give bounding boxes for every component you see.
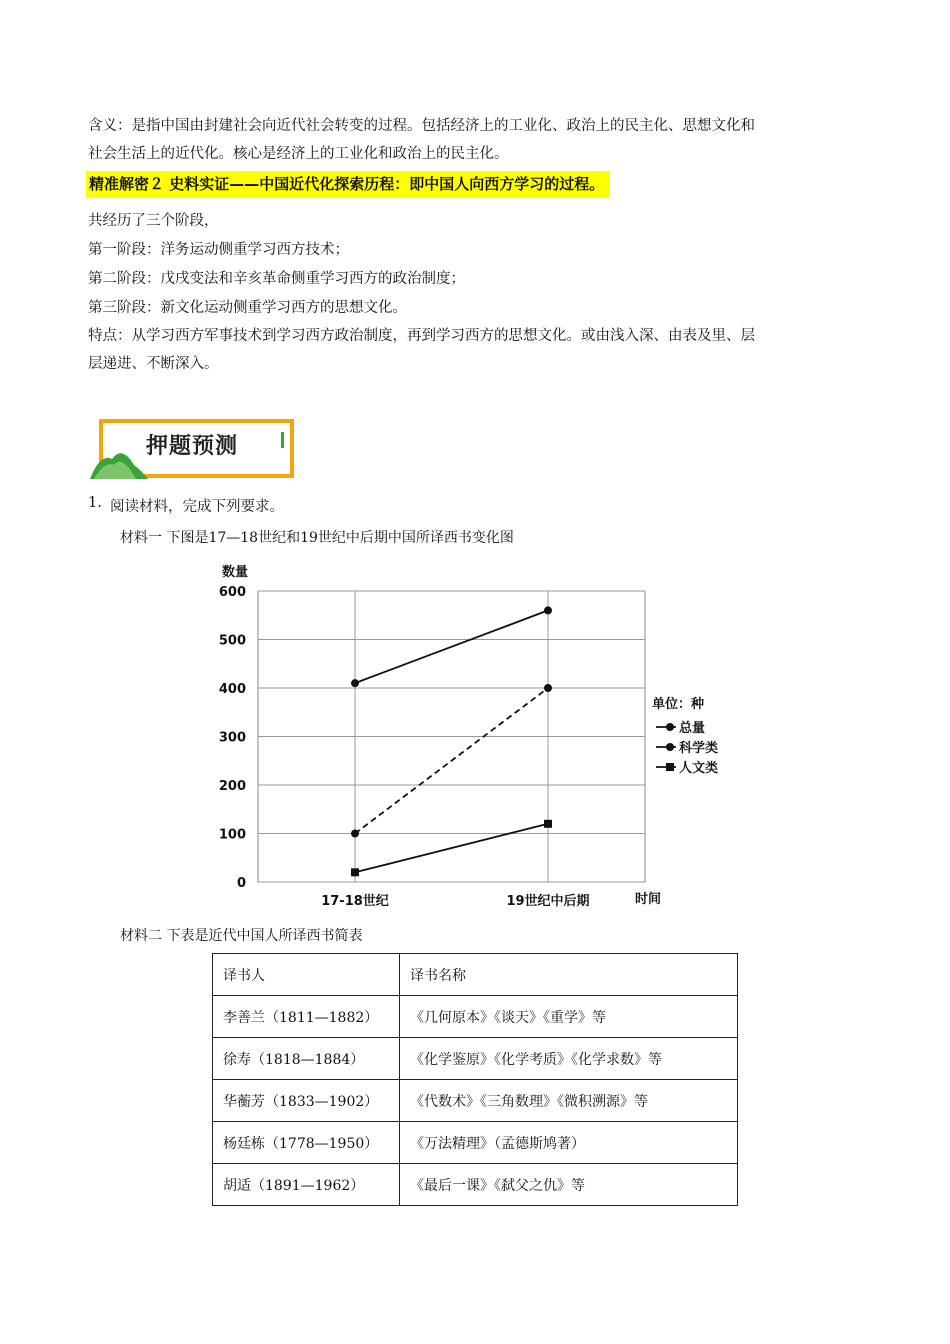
table-cell: 《代数术》《三角数理》《微积溯源》等 (400, 1080, 738, 1122)
legend-label: 人文类 (679, 761, 719, 776)
table-cell: 《几何原本》《谈天》《重学》等 (400, 996, 738, 1038)
stage-2: 第二阶段：戊戌变法和辛亥革命侧重学习西方的政治制度； (88, 271, 465, 287)
series-point (544, 820, 552, 828)
x-tick-label: 17-18世纪 (321, 894, 389, 909)
table-cell: 杨廷栋（1778—1950） (213, 1122, 400, 1164)
legend-swatch-marker (666, 763, 674, 771)
definition-line-2: 社会生活上的近代化。核心是经济上的工业化和政治上的民主化。 (88, 146, 509, 162)
legend-swatch-marker (666, 723, 674, 731)
y-tick-label: 0 (236, 876, 246, 891)
table-header-cell: 译书名称 (400, 954, 738, 996)
series-line-1 (355, 688, 548, 834)
table-row (213, 1122, 738, 1164)
x-axis-label: 时间 (635, 892, 662, 907)
y-axis-label: 数量 (222, 565, 249, 580)
material-1-caption: 材料一 下图是17—18世纪和19世纪中后期中国所译西书变化图 (120, 530, 514, 546)
series-point (351, 868, 359, 876)
legend-label: 科学类 (679, 741, 719, 756)
stage-3: 第三阶段：新文化运动侧重学习西方的思想文化。 (88, 300, 407, 316)
table-cell: 徐寿（1818—1884） (213, 1038, 400, 1080)
translated-books-chart (210, 555, 750, 915)
stages-intro: 共经历了三个阶段， (88, 213, 219, 229)
y-tick-label: 200 (218, 779, 246, 794)
legend-label: 总量 (679, 721, 706, 736)
table-cell: 《最后一课》《弑父之仇》等 (400, 1164, 738, 1206)
material-2-caption: 材料二 下表是近代中国人所译西书简表 (120, 928, 363, 944)
series-point (351, 679, 359, 687)
feature-line-2: 层递进、不断深入。 (88, 356, 219, 372)
series-point (544, 684, 552, 692)
question-number: 1. (88, 495, 102, 511)
question-prompt: 阅读材料，完成下列要求。 (110, 499, 284, 515)
table-row (213, 1080, 738, 1122)
y-tick-label: 600 (218, 585, 246, 600)
y-tick-label: 100 (218, 827, 246, 843)
table-row (213, 1038, 738, 1080)
y-tick-label: 400 (218, 682, 246, 697)
table-header-cell: 译书人 (213, 954, 400, 996)
definition-line-1: 含义：是指中国由封建社会向近代社会转变的过程。包括经济上的工业化、政治上的民主化、思想文化和 (88, 118, 755, 134)
table-row (213, 996, 738, 1038)
table-cell: 李善兰（1811—1882） (213, 996, 400, 1038)
translators-table (212, 953, 738, 1206)
legend-swatch-marker (666, 743, 674, 751)
series-line-2 (355, 824, 548, 873)
feature-line-1: 特点：从学习西方军事技术到学习西方政治制度，再到学习西方的思想文化。或由浅入深、由表及里、层 (88, 328, 755, 344)
series-point (351, 830, 359, 838)
section-heading: 精准解密２ 史料实证——中国近代化探索历程：即中国人向西方学习的过程。 (86, 171, 610, 198)
prediction-banner (90, 415, 296, 479)
table-header-row (213, 954, 738, 996)
table-cell: 华蘅芳（1833—1902） (213, 1080, 400, 1122)
table-row (213, 1164, 738, 1206)
table-cell: 《化学鉴原》《化学考质》《化学求数》等 (400, 1038, 738, 1080)
series-point (544, 606, 552, 614)
legend-title: 单位：种 (652, 697, 705, 712)
table-cell: 《万法精理》（孟德斯鸠著） (400, 1122, 738, 1164)
table-cell: 胡适（1891—1962） (213, 1164, 400, 1206)
banner-title: 押题预测 (146, 434, 239, 459)
x-tick-label: 19世纪中后期 (506, 894, 590, 909)
y-tick-label: 500 (218, 633, 246, 649)
y-tick-label: 300 (218, 730, 246, 746)
series-line-0 (355, 610, 548, 683)
banner-accent-mark (281, 432, 284, 448)
mountain-icon (90, 445, 150, 481)
stage-1: 第一阶段：洋务运动侧重学习西方技术； (88, 242, 349, 258)
